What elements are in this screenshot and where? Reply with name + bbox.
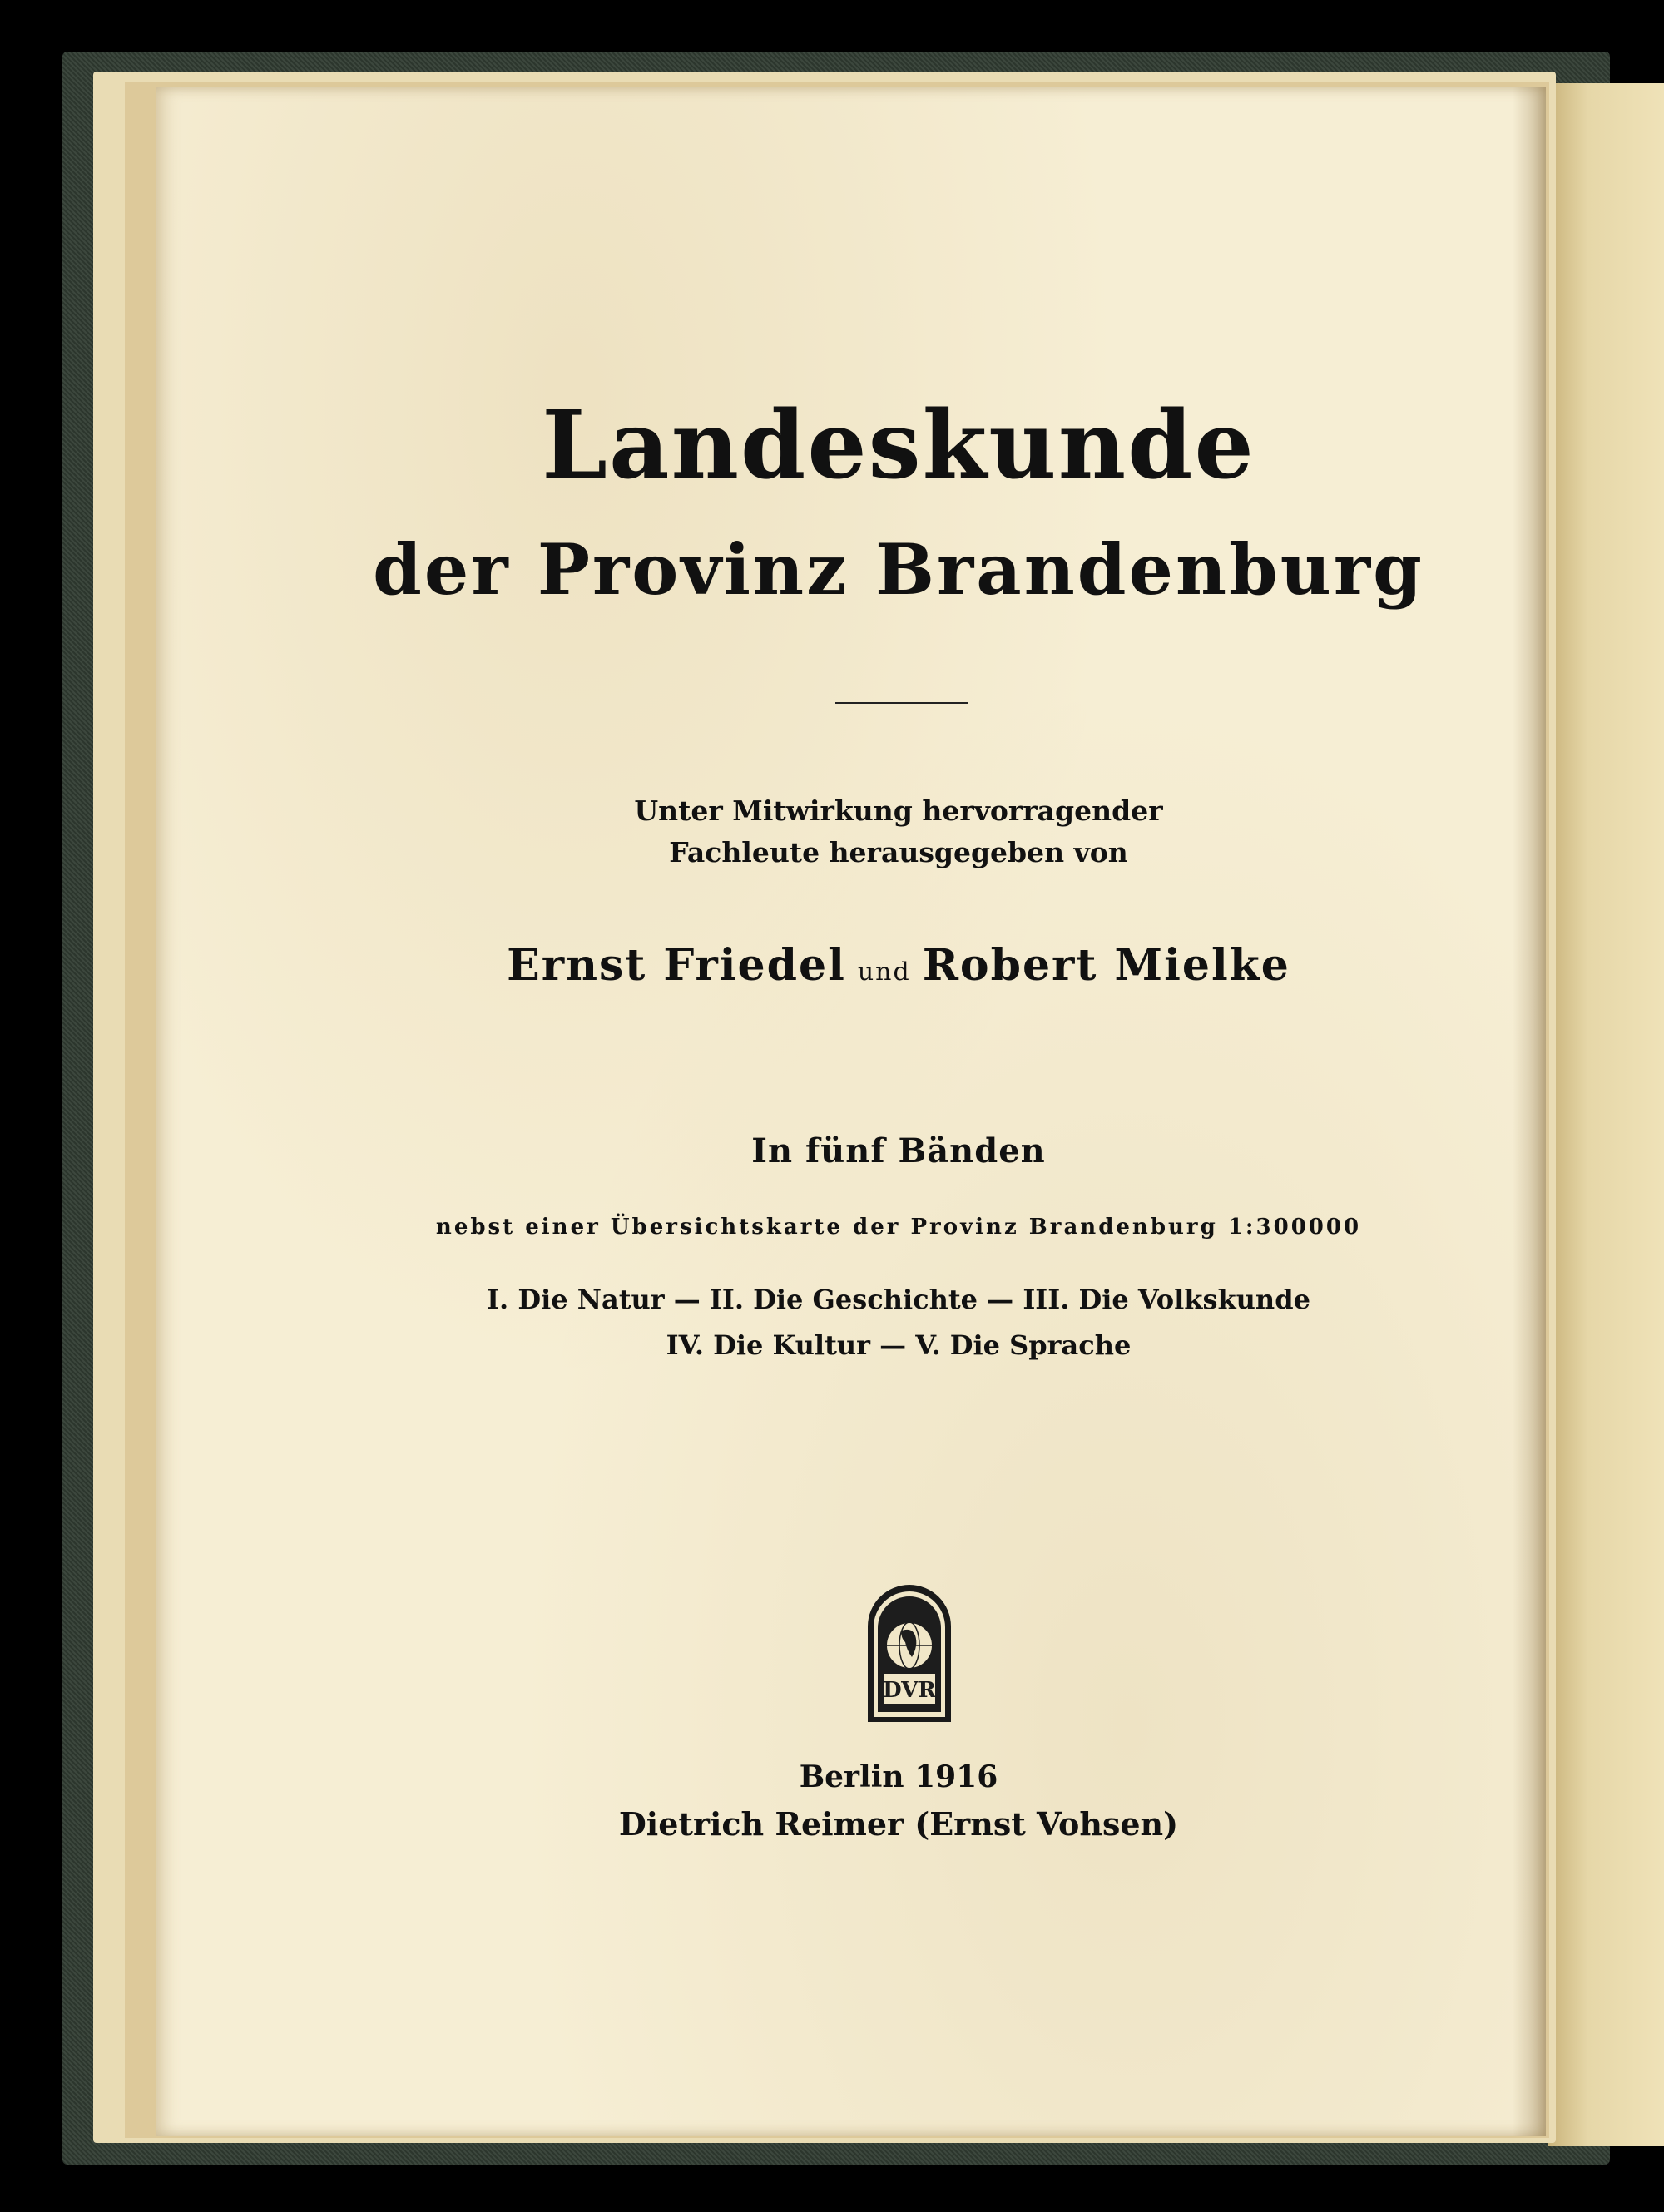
author-2: Robert Mielke [922,940,1290,991]
authors [166,940,1631,991]
map-note: nebst einer Übersichtskarte der Provinz Brandenburg 1:300000 [435,1215,1362,1240]
book-title: Landeskunde [542,391,1255,500]
volumes-note: In fünf Bänden [751,1131,1046,1170]
editors-line-2: Fachleute herausgegeben von [669,836,1128,868]
volume-list-line-2: IV. Die Kultur — V. Die Sprache [666,1329,1132,1361]
editors-line-1: Unter Mitwirkung hervorragender [634,794,1163,827]
author-1: Ernst Friedel [507,940,846,991]
publisher-logo [864,1581,955,1726]
logo-monogram: DVR [883,1678,936,1703]
imprint-publisher: Dietrich Reimer (Ernst Vohsen) [618,1805,1179,1843]
volume-list [166,1277,1631,1368]
divider-rule [835,702,968,704]
editors-statement [166,790,1631,873]
book-subtitle: der Provinz Brandenburg [373,528,1424,611]
volume-list-line-1: I. Die Natur — II. Die Geschichte — III. Die Volkskunde [487,1284,1310,1315]
imprint-city-year: Berlin 1916 [799,1759,998,1794]
conjunction: und [857,958,911,987]
